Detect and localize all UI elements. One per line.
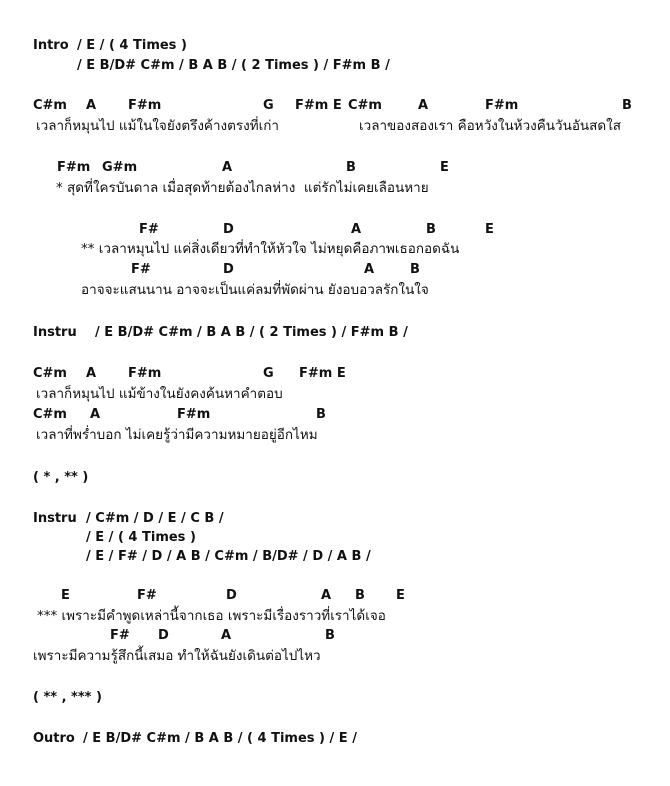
bridge-lyric-b: เพราะมีความรู้สึกนี้เสมอ ทำให้ฉันยังเดินต่อไปไหว — [33, 648, 321, 664]
chord-symbol: A — [90, 407, 101, 422]
chord-symbol: B — [316, 407, 326, 422]
chord-symbol: D — [158, 628, 169, 643]
chord-symbol: A — [351, 222, 362, 237]
chord-symbol: A — [418, 98, 429, 113]
chord-symbol: C#m — [33, 366, 67, 381]
chord-symbol: C#m — [33, 407, 67, 422]
chord-symbol: G#m — [102, 160, 138, 175]
chord-symbol: B — [355, 588, 365, 603]
chord-symbol: B — [622, 98, 632, 113]
intro-label: Intro — [33, 38, 69, 53]
chord-symbol: C#m — [33, 98, 67, 113]
chord-symbol: F#m — [128, 98, 162, 113]
chord-symbol: E — [61, 588, 70, 603]
instru1-line: / E B/D# C#m / B A B / ( 2 Times ) / F#m B / — [95, 325, 408, 340]
chord-symbol: F#m — [128, 366, 162, 381]
chord-symbol: D — [223, 222, 234, 237]
intro-line-1: / E / ( 4 Times ) — [77, 38, 187, 53]
chord-symbol: E — [485, 222, 494, 237]
chord-symbol: A — [364, 262, 375, 277]
repeat-marker-2: ( ** , *** ) — [33, 690, 102, 705]
chord-symbol: E — [440, 160, 449, 175]
chord-symbol: G — [263, 98, 274, 113]
chord-symbol: F#m E — [299, 366, 346, 381]
chord-symbol: A — [86, 366, 97, 381]
bridge-lyric-a: *** เพราะมีคำพูดเหล่านี้จากเธอ เพราะมีเรื่องราวที่เราได้เจอ — [37, 608, 386, 624]
instru2-label: Instru — [33, 511, 77, 526]
chorus2-lyric-a: ** เวลาหมุนไป แค่สิ่งเดียวที่ทำให้หัวใจ ไม่หยุดคือภาพเธอกอดฉัน — [81, 241, 460, 257]
chorus2-lyric-b: อาจจะแสนนาน อาจจะเป็นแค่ลมที่พัดผ่าน ยังอบอวลรักในใจ — [81, 282, 429, 298]
outro-label: Outro — [33, 731, 75, 746]
chord-symbol: B — [346, 160, 356, 175]
instru2-line-3: / E / F# / D / A B / C#m / B/D# / D / A B / — [86, 549, 371, 564]
instru2-line-1: / C#m / D / E / C B / — [86, 511, 224, 526]
chord-symbol: A — [86, 98, 97, 113]
chord-symbol: B — [426, 222, 436, 237]
outro-line: / E B/D# C#m / B A B / ( 4 Times ) / E / — [83, 731, 357, 746]
chord-symbol: B — [410, 262, 420, 277]
chord-symbol: D — [226, 588, 237, 603]
chord-symbol: A — [321, 588, 332, 603]
chord-symbol: A — [221, 628, 232, 643]
chord-symbol: C#m — [348, 98, 382, 113]
chord-symbol: F#m — [57, 160, 91, 175]
instru2-line-2: / E / ( 4 Times ) — [86, 530, 196, 545]
chord-symbol: E — [396, 588, 405, 603]
chord-symbol: F# — [131, 262, 151, 277]
chord-symbol: D — [223, 262, 234, 277]
verse1-lyric-b: เวลาของสองเรา คือหวังในห้วงคืนวันอันสดใส — [359, 118, 621, 134]
repeat-marker-1: ( * , ** ) — [33, 470, 89, 485]
verse2-lyric-a: เวลาก็หมุนไป แม้ข้างในยังคงค้นหาคำตอบ — [36, 386, 283, 402]
chord-symbol: F# — [137, 588, 157, 603]
verse2-lyric-b: เวลาที่พร่ำบอก ไม่เคยรู้ว่ามีความหมายอยู่อีกไหม — [36, 427, 318, 443]
chord-symbol: A — [222, 160, 233, 175]
chord-symbol: F#m — [485, 98, 519, 113]
chord-symbol: F#m — [177, 407, 211, 422]
chord-symbol: F#m E — [295, 98, 342, 113]
chord-symbol: F# — [110, 628, 130, 643]
chord-symbol: G — [263, 366, 274, 381]
chord-symbol: B — [325, 628, 335, 643]
chorus1-lyric: * สุดที่ใครบันดาล เมื่อสุดท้ายต้องไกลห่าง แต่รักไม่เคยเลือนหาย — [56, 180, 429, 196]
intro-line-2: / E B/D# C#m / B A B / ( 2 Times ) / F#m B / — [77, 58, 390, 73]
verse1-lyric-a: เวลาก็หมุนไป แม้ในใจยังตรึงค้างตรงที่เก่า — [36, 118, 280, 134]
chord-symbol: F# — [139, 222, 159, 237]
instru1-label: Instru — [33, 325, 77, 340]
